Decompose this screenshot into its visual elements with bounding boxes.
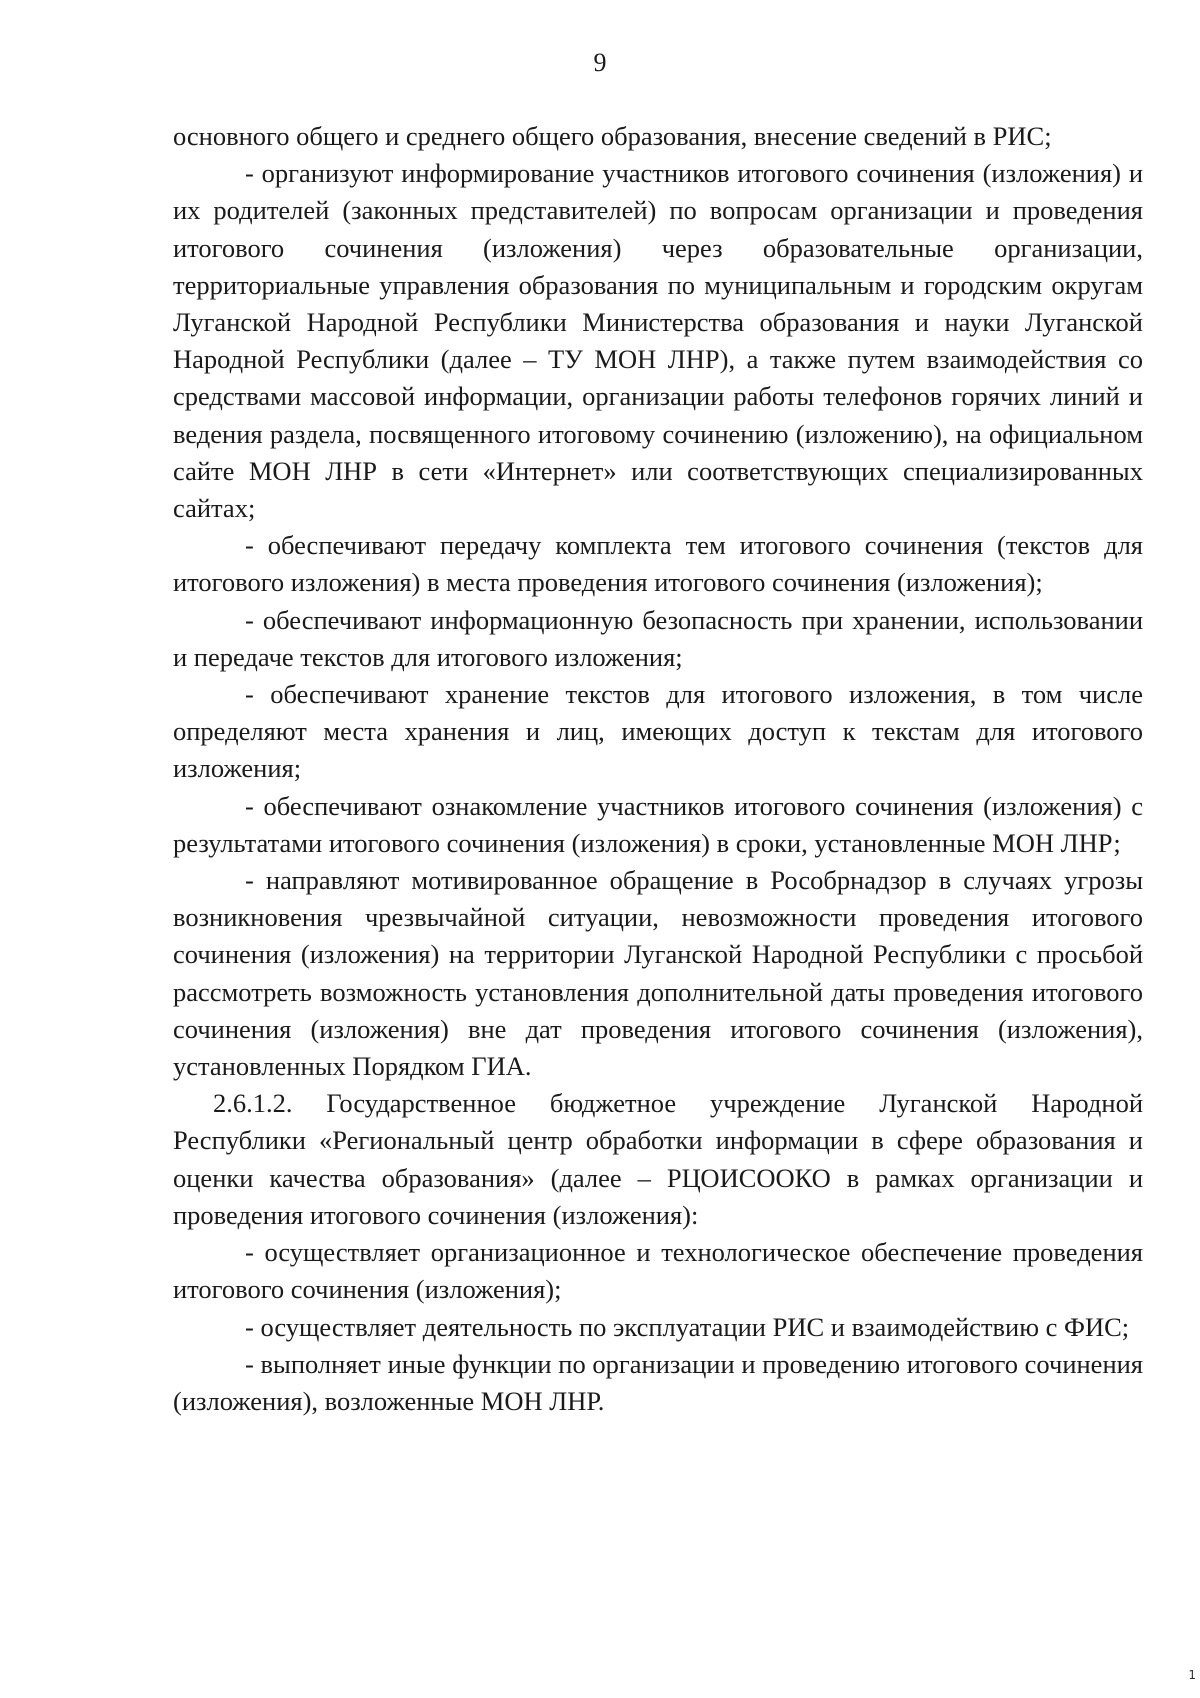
paragraph-continuation: основного общего и среднего общего образования, внесение сведений в РИС; [173,121,1052,151]
section-paragraph: 2.6.1.2. Государственное бюджетное учреждение Луганской Народной Республики «Региональный центр обработки информации в сфере образования и оценки качества образования» (далее – РЦОИСООКО в рамках организации и проведения итогового сочинения (изложения): [173,1088,1143,1230]
document-body [173,118,1143,1420]
page-number: 9 [593,48,607,77]
list-item: - обеспечивают ознакомление участников итогового сочинения (изложения) с результатами итогового сочинения (изложения) в сроки, установленные МОН ЛНР; [173,790,1143,858]
list-item: - осуществляет деятельность по эксплуатации РИС и взаимодействию с ФИС; [245,1311,1130,1342]
list-item: - обеспечивают хранение текстов для итогового изложения, в том числе определяют места хранения и лиц, имеющих доступ к текстам для итогового изложения; [173,679,1143,784]
list-item: - обеспечивают передачу комплекта тем итогового сочинения (текстов для итогового изложения) в места проведения итогового сочинения (изложения); [173,530,1143,598]
edge-mark: 1 [1188,1668,1196,1682]
list-item: - обеспечивают информационную безопасность при хранении, использовании и передаче текстов для итогового изложения; [173,604,1143,672]
list-item: - направляют мотивированное обращение в Рособрнадзор в случаях угрозы возникновения чрезвычайной ситуации, невозможности проведения итогового сочинения (изложения) на территории Луганской Народной Республики с просьбой рассмотреть возможность установления дополнительной даты проведения итогового сочинения (изложения) вне дат проведения итогового сочинения (изложения), установленных Порядком ГИА. [173,865,1143,1082]
list-item: - выполняет иные функции по организации и проведению итогового сочинения (изложения), возложенные МОН ЛНР. [173,1348,1143,1416]
list-item: - осуществляет организационное и технологическое обеспечение проведения итогового сочинения (изложения); [173,1237,1143,1305]
list-item: - организуют информирование участников итогового сочинения (изложения) и их родителей (законных представителей) по вопросам организации и проведения итогового сочинения (изложения) через образовательные организации, территориальные управления образования по муниципальным и городским округам Луганской Народной Республики Министерства образования и науки Луганской Народной Республики (далее – ТУ МОН ЛНР), а также путем взаимодействия со средствами массовой информации, организации работы телефонов горячих линий и ведения раздела, посвященного итоговому сочинению (изложению), на официальном сайте МОН ЛНР в сети «Интернет» или соответствующих специализированных сайтах; [173,158,1143,524]
